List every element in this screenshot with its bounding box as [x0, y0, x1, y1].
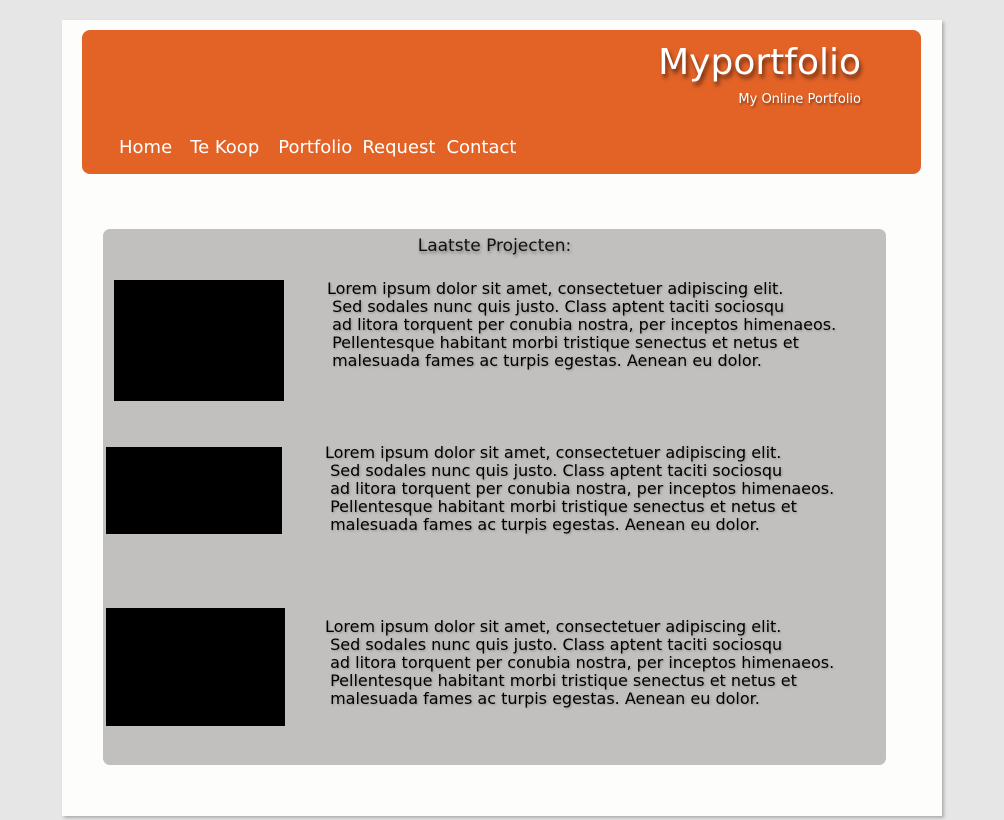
nav-item-portfolio[interactable]: Portfolio	[278, 137, 353, 158]
nav-item-home[interactable]: Home	[119, 137, 173, 158]
nav-item-te-koop[interactable]: Te Koop	[190, 137, 260, 158]
project-thumbnail[interactable]	[106, 447, 282, 534]
nav-item-contact[interactable]: Contact	[446, 137, 517, 158]
project-description: Lorem ipsum dolor sit amet, consectetuer adipiscing elit. Sed sodales nunc quis justo. Class aptent taciti sociosqu ad litora torquent per conubia nostra, per inceptos himenaeos. Pellentesque habitant morbi tristique senectus et netus et malesuada fames ac turpis egestas. Aenean eu dolor.	[325, 617, 835, 708]
page-container	[62, 20, 942, 816]
site-subtitle: My Online Portfolio	[738, 92, 861, 107]
site-header	[82, 30, 921, 174]
project-thumbnail[interactable]	[114, 280, 284, 401]
nav-item-request[interactable]: Request	[362, 137, 436, 158]
main-nav	[119, 137, 534, 158]
project-description: Lorem ipsum dolor sit amet, consectetuer adipiscing elit. Sed sodales nunc quis justo. Class aptent taciti sociosqu ad litora torquent per conubia nostra, per inceptos himenaeos. Pellentesque habitant morbi tristique senectus et netus et malesuada fames ac turpis egestas. Aenean eu dolor.	[325, 443, 835, 534]
site-title[interactable]: Myportfolio	[658, 42, 861, 83]
latest-projects-panel	[103, 229, 886, 765]
project-description: Lorem ipsum dolor sit amet, consectetuer adipiscing elit. Sed sodales nunc quis justo. Class aptent taciti sociosqu ad litora torquent per conubia nostra, per inceptos himenaeos. Pellentesque habitant morbi tristique senectus et netus et malesuada fames ac turpis egestas. Aenean eu dolor.	[327, 279, 837, 370]
projects-heading: Laatste Projecten:	[417, 236, 572, 256]
project-thumbnail[interactable]	[106, 608, 285, 726]
